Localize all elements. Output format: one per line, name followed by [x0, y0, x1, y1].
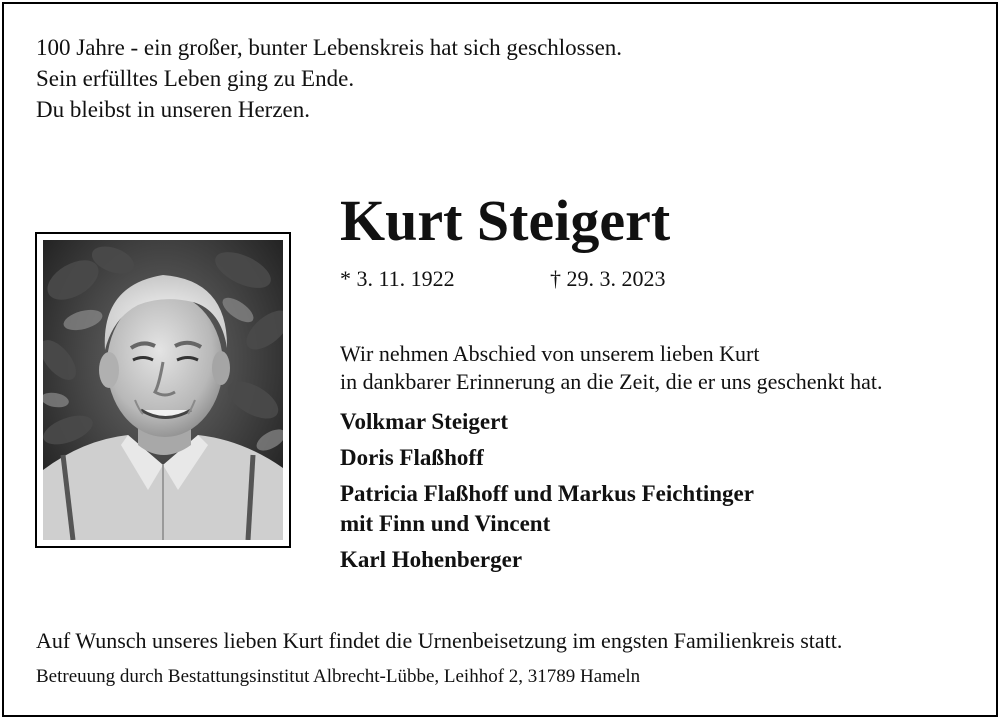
death-date: † 29. 3. 2023	[550, 266, 666, 291]
mourner-name-continuation: mit Finn und Vincent	[340, 511, 551, 536]
birth-date: * 3. 11. 1922	[340, 266, 455, 291]
portrait-photo-icon	[43, 240, 283, 540]
portrait-frame	[35, 232, 291, 548]
mourner-name: Doris Flaßhoff	[340, 445, 484, 470]
mourner-name: Patricia Flaßhoff und Markus Feichtinger	[340, 481, 754, 506]
intro-line-1: 100 Jahre - ein großer, bunter Lebenskreis hat sich geschlossen.	[36, 35, 623, 60]
closing-note: Auf Wunsch unseres lieben Kurt findet die Urnenbeisetzung im engsten Familienkreis statt.	[36, 628, 843, 653]
undertaker-info: Betreuung durch Bestattungsinstitut Albrecht-Lübbe, Leihhof 2, 31789 Hameln	[36, 666, 641, 687]
farewell-text	[340, 340, 882, 396]
intro-line-3: Du bleibst in unseren Herzen.	[36, 97, 311, 122]
farewell-line-1: Wir nehmen Abschied von unserem lieben Kurt	[340, 341, 760, 366]
deceased-name: Kurt Steigert	[340, 188, 671, 253]
farewell-line-2: in dankbarer Erinnerung an die Zeit, die er uns geschenkt hat.	[340, 369, 883, 394]
mourner-name: Karl Hohenberger	[340, 547, 523, 572]
intro-line-2: Sein erfülltes Leben ging zu Ende.	[36, 66, 355, 91]
mourner-name: Volkmar Steigert	[340, 409, 509, 434]
intro-text	[36, 32, 622, 125]
mourners-list	[340, 405, 754, 577]
